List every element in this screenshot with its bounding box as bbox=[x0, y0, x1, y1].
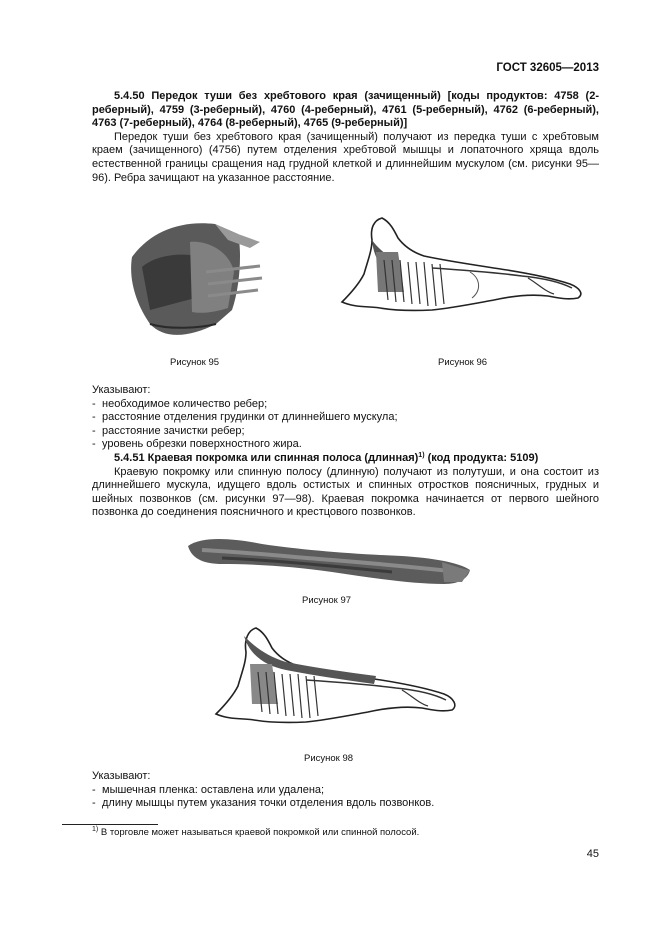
footnote bbox=[92, 827, 419, 838]
figure-98-caption: Рисунок 98 bbox=[304, 753, 354, 764]
heading-text: 5.4.51 Краевая покромка или спинная полоса (длинная) bbox=[114, 452, 419, 464]
footnote-ref: 1) bbox=[418, 452, 425, 459]
footnote-text: В торговле может называться краевой покромкой или спинной полосой. bbox=[98, 827, 420, 838]
figure-96-caption: Рисунок 96 bbox=[438, 357, 488, 368]
list-item: - необходимое количество ребер; bbox=[92, 398, 599, 412]
page-number: 45 bbox=[586, 848, 599, 860]
section-body: Передок туши без хребтового края (зачищенный) получают из передка туши с хребтовым краем (зачищенного) (4756) путем отделения хребтовой мышцы и лопаточного хряща вдоль естественной границы сращения над грудной клеткой и длиннейшим мускулом (см. рисунки 95—96). Ребра зачищают на указанное расстояние. bbox=[92, 130, 599, 184]
figure-97-caption: Рисунок 97 bbox=[302, 595, 352, 606]
list-item: - длину мышцы путем указания точки отделения вдоль позвонков. bbox=[92, 797, 599, 811]
list-item: - расстояние зачистки ребер; bbox=[92, 425, 599, 439]
footnote-mark: 1) bbox=[92, 826, 99, 833]
standard-header: ГОСТ 32605—2013 bbox=[496, 62, 599, 74]
figure-96-carcass-diagram bbox=[332, 212, 590, 320]
figure-95-meat-cut bbox=[120, 212, 270, 347]
specify-list-5-4-51 bbox=[92, 770, 599, 811]
figure-95-caption: Рисунок 95 bbox=[170, 357, 220, 368]
specify-label: Указывают: bbox=[92, 384, 151, 396]
specify-items bbox=[92, 784, 599, 811]
figure-97-back-strip bbox=[182, 526, 474, 594]
section-body: Краевую покромку или спинную полосу (длинную) получают из полутуши, и она состоит из длиннейшего мускула, идущего вдоль остистых и спинных отростков поясничных, грудных и шейных позвонков (см. рисунки 97—98). Краевая покромка начинается от первого шейного позвонка до соединения поясничного и крестцового позвонков. bbox=[92, 465, 599, 519]
specify-list-5-4-50 bbox=[92, 384, 599, 452]
section-5-4-50 bbox=[92, 90, 599, 185]
list-item: - уровень обрезки поверхностного жира. bbox=[92, 438, 599, 452]
section-heading: 5.4.50 Передок туши без хребтового края (зачищенный) [коды продуктов: 4758 (2-реберный), 4759 (3-реберный), 4760 (4-реберный), 4761 (5-реберный), 4762 (6-реберный), 4763 (7-реберный), 4764 (8-реберный), 4765 (9-реберный)] bbox=[92, 90, 599, 130]
list-item: - мышечная пленка: оставлена или удалена; bbox=[92, 784, 599, 798]
specify-label: Указывают: bbox=[92, 770, 151, 782]
heading-code: (код продукта: 5109) bbox=[424, 452, 539, 464]
section-heading bbox=[92, 452, 599, 466]
specify-items bbox=[92, 398, 599, 452]
figure-98-carcass-diagram bbox=[206, 622, 464, 734]
list-item: - расстояние отделения грудинки от длиннейшего мускула; bbox=[92, 411, 599, 425]
footnote-divider bbox=[62, 824, 158, 825]
section-5-4-51 bbox=[92, 452, 599, 520]
